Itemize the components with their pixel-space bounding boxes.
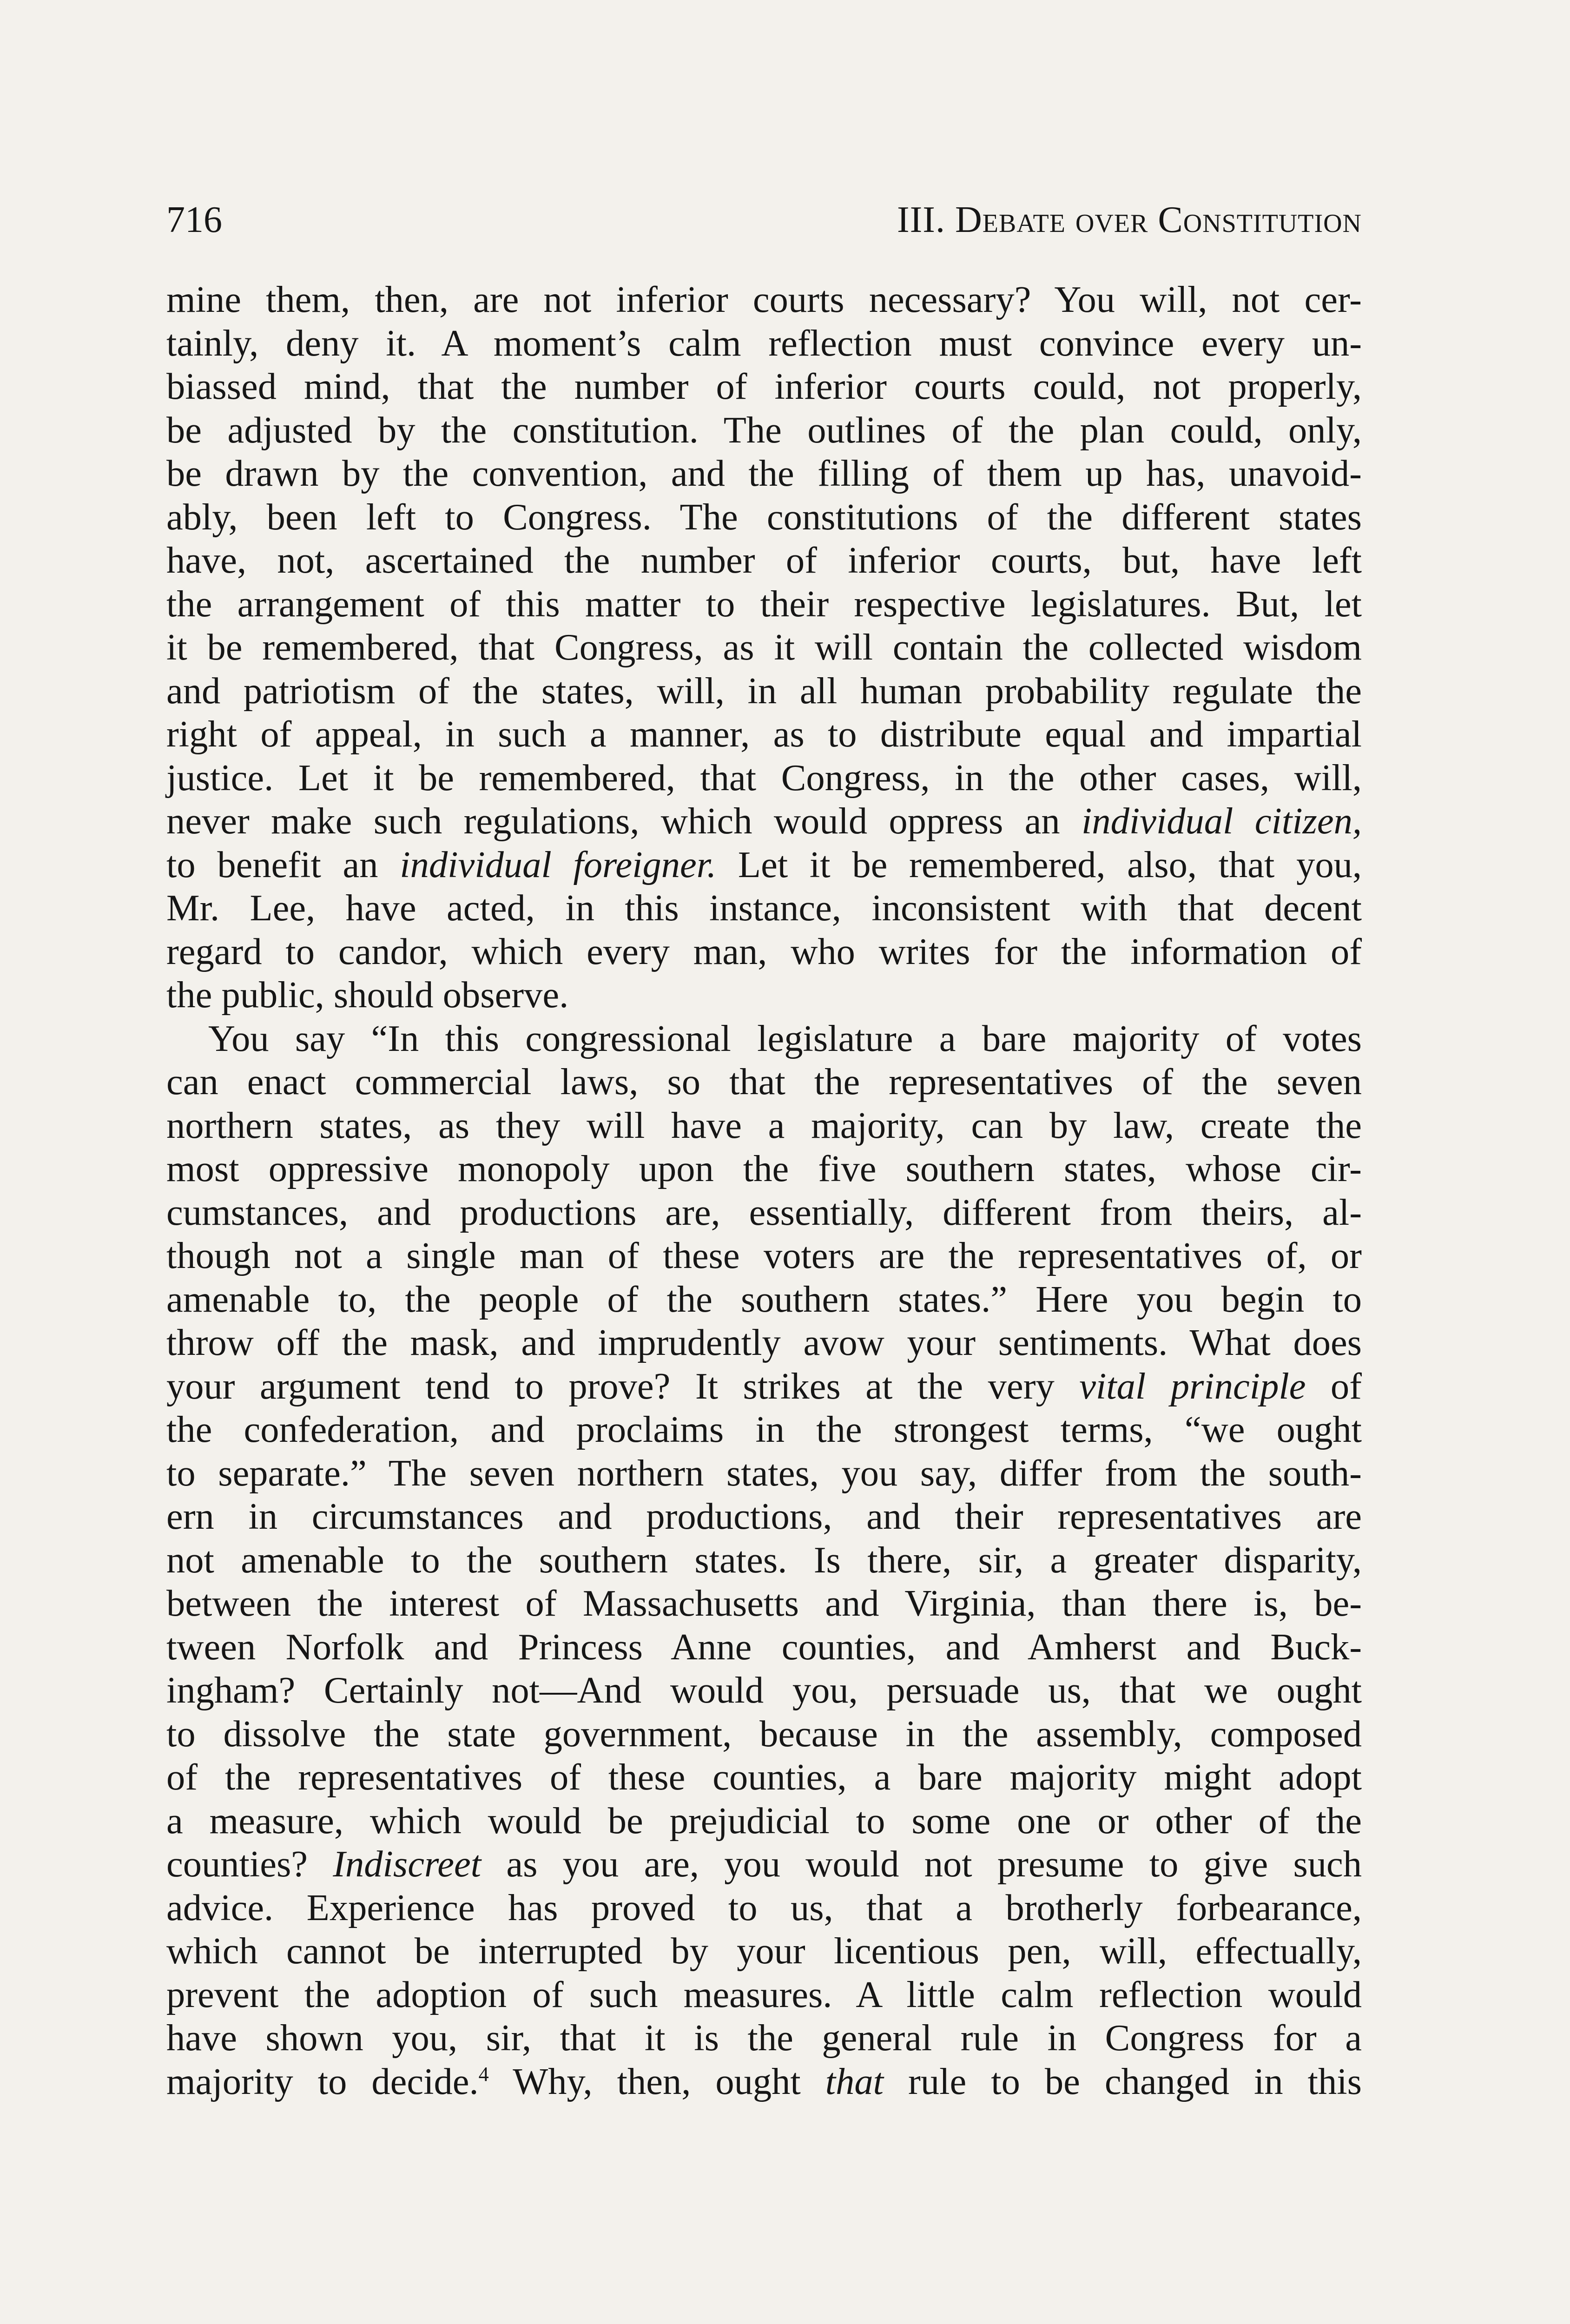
text-line — [166, 1321, 1362, 1365]
text-segment: Why, then, ought — [488, 2060, 825, 2102]
text-segment: prevent the adoption of such measures. A little calm reflection would — [166, 1974, 1362, 2015]
text-segment: as you are, you would not presume to give such — [481, 1843, 1362, 1885]
text-line — [166, 1886, 1362, 1930]
body-text — [166, 278, 1362, 2103]
text-segment: ably, been left to Congress. The constitutions of the different states — [166, 496, 1362, 538]
text-segment: individual citizen, — [1081, 800, 1362, 842]
text-line — [166, 2016, 1362, 2060]
text-line — [166, 1104, 1362, 1148]
text-segment: counties? — [166, 1843, 333, 1885]
text-segment: the confederation, and proclaims in the strongest terms, “we ought — [166, 1409, 1362, 1450]
text-segment: right of appeal, in such a manner, as to distribute equal and impartial — [166, 713, 1362, 755]
text-line — [166, 1799, 1362, 1843]
page-number: 716 — [166, 199, 222, 240]
text-line — [166, 278, 1362, 322]
text-line — [166, 1060, 1362, 1104]
text-segment: Indiscreet — [333, 1843, 482, 1885]
text-segment: of the representatives of these counties, a bare majority might adopt — [166, 1756, 1362, 1798]
text-segment: can enact commercial laws, so that the representatives of the seven — [166, 1061, 1362, 1103]
text-segment: northern states, as they will have a majority, can by law, create the — [166, 1104, 1362, 1146]
text-segment: vital principle — [1079, 1365, 1306, 1407]
text-line — [166, 1191, 1362, 1235]
text-line — [166, 1017, 1362, 1061]
text-segment: not amenable to the southern states. Is there, sir, a greater disparity, — [166, 1539, 1362, 1581]
text-line — [166, 1712, 1362, 1756]
text-line — [166, 626, 1362, 669]
text-segment: never make such regulations, which would oppress an — [166, 800, 1082, 842]
text-segment: amenable to, the people of the southern states.” Here you begin to — [166, 1278, 1362, 1320]
text-segment: your argument tend to prove? It strikes at the very — [166, 1365, 1080, 1407]
text-segment: between the interest of Massachusetts and Virginia, than there is, be- — [166, 1583, 1362, 1624]
text-segment: ingham? Certainly not—And would you, persuade us, that we ought — [166, 1670, 1362, 1711]
text-segment: ern in circumstances and productions, and their representatives are — [166, 1496, 1362, 1537]
text-segment: to separate.” The seven northern states, you say, differ from the south- — [166, 1452, 1362, 1494]
text-line — [166, 1147, 1362, 1191]
text-line — [166, 495, 1362, 539]
text-line — [166, 1278, 1362, 1321]
text-line — [166, 2060, 1362, 2104]
text-segment: the arrangement of this matter to their respective legislatures. But, let — [166, 583, 1362, 625]
text-segment: cumstances, and productions are, essentially, different from theirs, al- — [166, 1191, 1362, 1233]
text-line — [166, 756, 1362, 800]
text-line — [166, 1365, 1362, 1408]
text-line — [166, 843, 1362, 887]
text-segment: to dissolve the state government, because in the assembly, composed — [166, 1713, 1362, 1755]
text-line — [166, 365, 1362, 409]
text-segment: advice. Experience has proved to us, that a brotherly forbearance, — [166, 1887, 1362, 1928]
text-line — [166, 713, 1362, 756]
text-line — [166, 1495, 1362, 1538]
text-segment: Let it be remembered, also, that you, — [716, 844, 1362, 885]
text-line — [166, 930, 1362, 974]
text-segment: a measure, which would be prejudicial to some one or other of the — [166, 1800, 1362, 1842]
text-segment: biassed mind, that the number of inferior courts could, not properly, — [166, 366, 1362, 407]
text-segment: rule to be changed in this — [884, 2060, 1362, 2102]
text-segment: which cannot be interrupted by your licentious pen, will, effectually, — [166, 1930, 1362, 1972]
section-title: III. Debate over Constitution — [897, 199, 1362, 240]
text-segment: have shown you, sir, that it is the general rule in Congress for a — [166, 2017, 1362, 2059]
text-segment: that — [825, 2060, 884, 2102]
text-line — [166, 1234, 1362, 1278]
text-line — [166, 1625, 1362, 1669]
text-segment: individual foreigner. — [400, 844, 717, 885]
text-segment: Mr. Lee, have acted, in this instance, inconsistent with that decent — [166, 887, 1362, 929]
text-segment: to benefit an — [166, 844, 400, 885]
text-line — [166, 799, 1362, 843]
text-line — [166, 886, 1362, 930]
text-line — [166, 1929, 1362, 1973]
text-line — [166, 409, 1362, 452]
text-segment: have, not, ascertained the number of inferior courts, but, have left — [166, 540, 1362, 581]
text-line — [166, 1408, 1362, 1452]
text-line — [166, 1538, 1362, 1582]
text-segment: tainly, deny it. A moment’s calm reflection must convince every un- — [166, 322, 1362, 364]
text-segment: You say “In this congressional legislature a bare majority of votes — [208, 1017, 1362, 1059]
text-segment: be drawn by the convention, and the filling of them up has, unavoid- — [166, 453, 1362, 494]
text-segment: mine them, then, are not inferior courts necessary? You will, not cer- — [166, 279, 1362, 320]
text-line — [166, 539, 1362, 582]
text-line — [166, 452, 1362, 495]
text-line — [166, 1842, 1362, 1886]
text-segment: the public, should observe. — [166, 974, 569, 1016]
text-segment: of — [1306, 1365, 1362, 1407]
text-segment: be adjusted by the constitution. The outlines of the plan could, only, — [166, 409, 1362, 451]
text-line — [166, 1669, 1362, 1712]
text-segment: majority to decide. — [166, 2060, 479, 2102]
text-line — [166, 1973, 1362, 2017]
running-head — [166, 194, 1362, 245]
footnote-marker: 4 — [478, 2062, 489, 2086]
text-line — [166, 1582, 1362, 1625]
text-line — [166, 1756, 1362, 1799]
text-segment: though not a single man of these voters are the representatives of, or — [166, 1235, 1362, 1276]
text-segment: justice. Let it be remembered, that Congress, in the other cases, will, — [166, 757, 1362, 799]
text-segment: most oppressive monopoly upon the five southern states, whose cir- — [166, 1148, 1362, 1189]
text-line — [166, 582, 1362, 626]
text-segment: throw off the mask, and imprudently avow your sentiments. What does — [166, 1322, 1362, 1363]
text-line — [166, 973, 1362, 1017]
text-line — [166, 669, 1362, 713]
text-line — [166, 322, 1362, 365]
text-segment: and patriotism of the states, will, in all human probability regulate the — [166, 670, 1362, 712]
text-segment: it be remembered, that Congress, as it will contain the collected wisdom — [166, 627, 1362, 668]
text-segment: tween Norfolk and Princess Anne counties, and Amherst and Buck- — [166, 1626, 1362, 1668]
text-segment: regard to candor, which every man, who writes for the information of — [166, 931, 1362, 972]
text-line — [166, 1452, 1362, 1495]
